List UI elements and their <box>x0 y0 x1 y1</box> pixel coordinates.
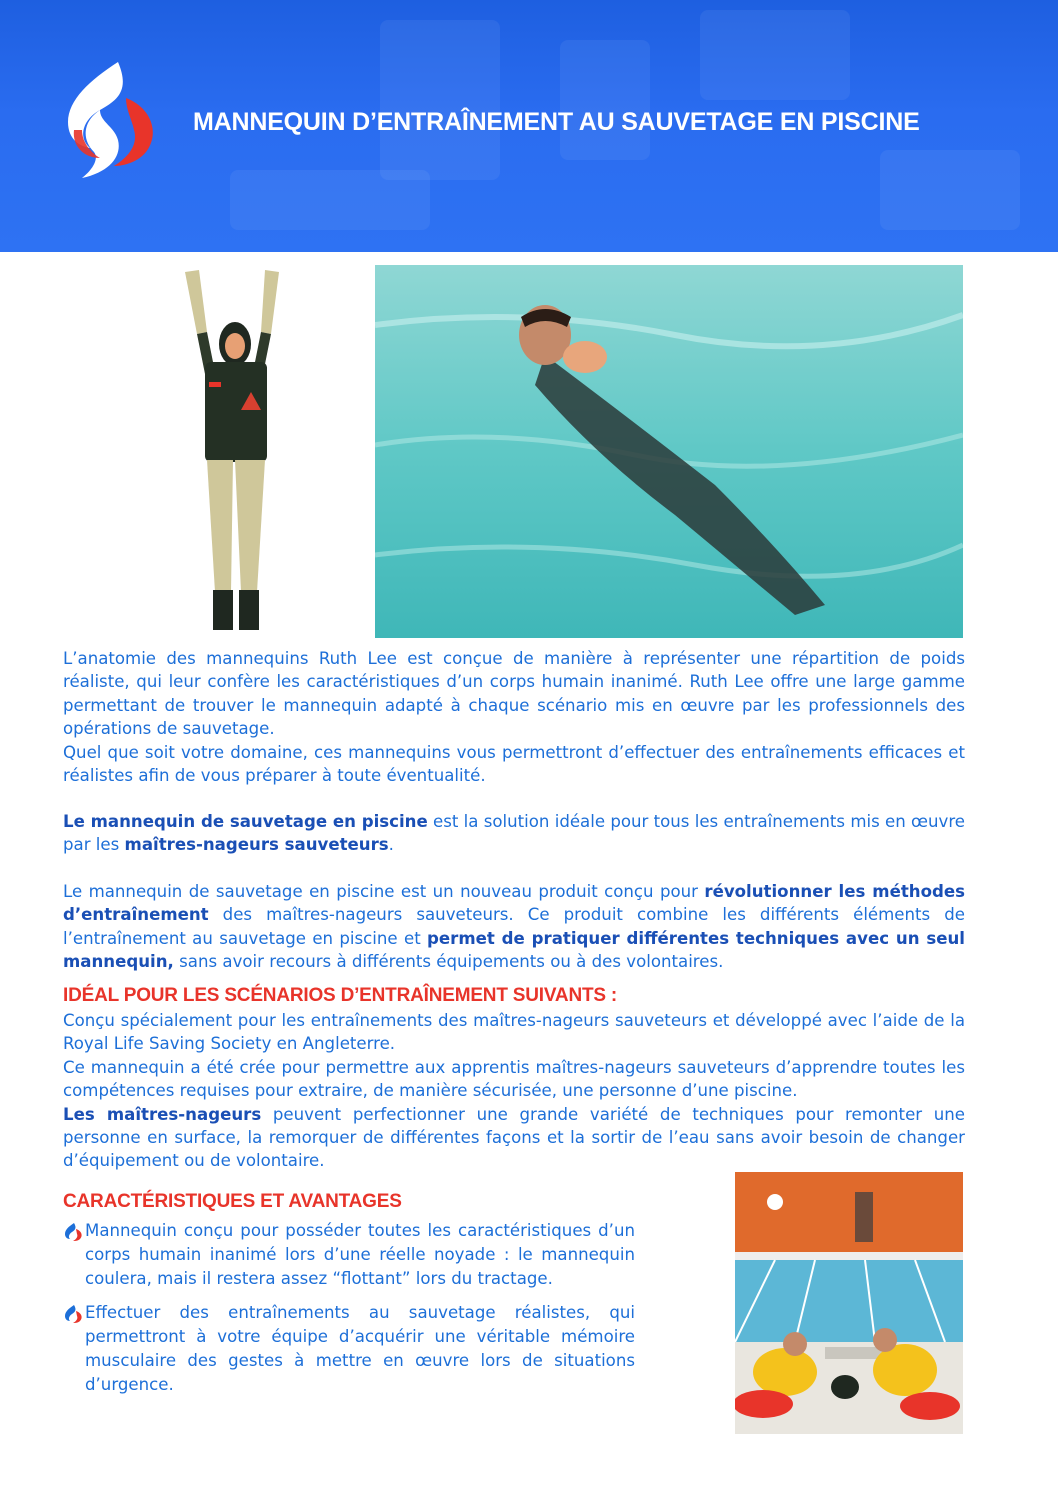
ideal-text-3: peuvent perfectionner une grande variété de techniques pour remonter une personne en surface, la remorquer de différentes façons et la sortir de l’eau sans avoir besoin de changer d’équipement ou de volontaire. <box>63 1104 966 1171</box>
solution-section <box>63 810 965 857</box>
solution-bold-2: maîtres-nageurs sauveteurs <box>124 835 389 855</box>
lifeguards-photo <box>735 1172 963 1434</box>
bullet-logo-icon <box>63 1304 83 1324</box>
ideal-heading: IDÉAL POUR LES SCÉNARIOS D’ENTRAÎNEMENT SUIVANTS : <box>63 985 618 1006</box>
intro-section <box>63 647 965 787</box>
page-title: MANNEQUIN D’ENTRAÎNEMENT AU SAUVETAGE EN PISCINE <box>193 108 920 136</box>
flame-swirl-logo-icon <box>60 60 160 180</box>
product-section <box>63 880 965 974</box>
ideal-paragraph-1: Conçu spécialement pour les entraînements des maîtres-nageurs sauveteurs et développé avec l’aide de la Royal Life Saving Society en Angleterre. <box>63 1011 965 1054</box>
product-bold-1: révolutionner les méthodes d’entraînement <box>63 882 965 925</box>
product-paragraph <box>63 880 965 974</box>
product-bold-2: permet de pratiquer différentes techniques avec un seul mannequin, <box>63 928 965 972</box>
product-text-2: des maîtres-nageurs sauveteurs. Ce produit combine les différents éléments de l’entraînement au sauvetage en piscine et <box>63 905 965 948</box>
product-text-1: Le mannequin de sauvetage en piscine est un nouveau produit conçu pour <box>63 882 705 901</box>
manikin-product-photo <box>175 262 290 634</box>
solution-bold-1: Le mannequin de sauvetage en piscine <box>63 812 428 831</box>
ideal-bold-3: Les maîtres-nageurs <box>63 1104 262 1124</box>
list-item <box>63 1301 635 1397</box>
list-item <box>63 1219 635 1291</box>
ideal-paragraph-3 <box>63 1103 965 1173</box>
intro-paragraph-2: Quel que soit votre domaine, ces mannequins vous permettront d’effectuer des entraînements efficaces et réalistes afin de vous préparer à toute éventualité. <box>63 742 965 786</box>
solution-paragraph <box>63 810 965 857</box>
solution-text-1: est la solution idéale pour tous les entraînements mis en œuvre par les <box>63 812 966 855</box>
solution-text-2: . <box>388 835 394 855</box>
intro-paragraph-1: L’anatomie des mannequins Ruth Lee est conçue de manière à représenter une répartition de poids réaliste, qui leur confère les caractéristiques d’un corps humain inanimé. Ruth Lee offre une large gamme permettant de trouver le mannequin adapté à chaque scénario mis en œuvre par les professionnels des opérations de sauvetage. <box>63 649 965 739</box>
product-text-3: sans avoir recours à différents équipements ou à des volontaires. <box>173 952 724 972</box>
feature-text-2: Effectuer des entraînements au sauvetage réalistes, qui permettront à votre équipe d’acquérir une véritable mémoire musculaire des gestes à mettre en œuvre lors de situations d’urgence. <box>85 1303 635 1394</box>
ideal-paragraph-2: Ce mannequin a été crée pour permettre aux apprentis maîtres-nageurs sauveteurs d’apprendre toutes les compétences requises pour extraire, de manière sécurisée, une personne d’une piscine. <box>63 1057 965 1101</box>
features-heading: CARACTÉRISTIQUES ET AVANTAGES <box>63 1191 402 1212</box>
pool-rescue-photo <box>375 265 963 638</box>
header-banner <box>0 0 1058 252</box>
bullet-logo-icon <box>63 1222 83 1242</box>
features-list <box>63 1219 635 1407</box>
feature-text-1: Mannequin conçu pour posséder toutes les caractéristiques d’un corps humain inanimé lors d’une réelle noyade : le mannequin coulera, mais il restera assez “flottant” lors du tractage. <box>85 1221 635 1288</box>
ideal-section <box>63 1009 965 1173</box>
